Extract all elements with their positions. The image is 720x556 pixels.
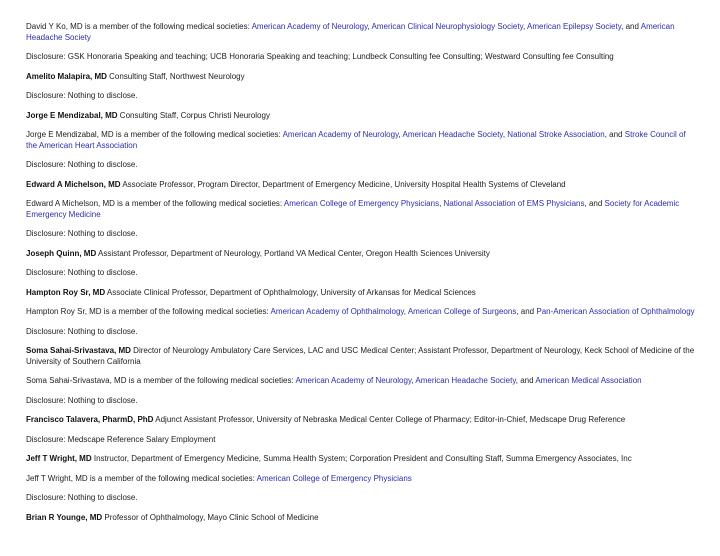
- disclosure-text: Disclosure: Nothing to disclose.: [26, 229, 138, 238]
- author-entry: [26, 72, 698, 83]
- author-entry: [26, 346, 698, 367]
- disclosure-text: Disclosure: Nothing to disclose.: [26, 91, 138, 100]
- author-name: Amelito Malapira, MD: [26, 71, 107, 81]
- society-link[interactable]: American College of Emergency Physicians: [256, 473, 412, 483]
- author-role: Associate Clinical Professor, Department of Ophthalmology, University of Arkansas for Medical Sciences: [105, 287, 476, 297]
- disclosure-text: Disclosure: Nothing to disclose.: [26, 395, 138, 405]
- author-name: Jorge E Mendizabal, MD: [26, 110, 118, 120]
- disclosure-text: Disclosure: Nothing to disclose.: [26, 268, 138, 277]
- society-link[interactable]: American Headache Society: [26, 22, 675, 42]
- society-link[interactable]: American Medical Association: [535, 376, 642, 385]
- societies-intro: Hampton Roy Sr, MD is a member of the following medical societies:: [26, 307, 271, 316]
- author-entry: [26, 249, 698, 260]
- disclosure-text: Disclosure: Nothing to disclose.: [26, 326, 138, 336]
- conjunction: and: [609, 130, 623, 139]
- author-role: Professor of Ophthalmology, Mayo Clinic School of Medicine: [102, 512, 319, 522]
- author-name: Jeff T Wright, MD: [26, 454, 92, 463]
- author-role: Consulting Staff, Northwest Neurology: [106, 71, 245, 81]
- societies-entry: Hampton Roy Sr, MD is a member of the following medical societies: American Academy of Ophthalmology, American College of Surgeons, and Pan-American Association of Ophthalmology: [26, 307, 695, 316]
- society-link[interactable]: American Headache Society: [402, 130, 503, 139]
- societies-intro: Jeff T Wright, MD is a member of the following medical societies:: [26, 473, 257, 483]
- author-name: Joseph Quinn, MD: [26, 248, 97, 258]
- author-role: Consulting Staff, Corpus Christi Neurology: [117, 110, 270, 120]
- society-link[interactable]: American Academy of Ophthalmology: [270, 307, 404, 316]
- disclosure-text: Disclosure: Nothing to disclose.: [26, 160, 138, 169]
- society-link[interactable]: Stroke Council of the American Heart Association: [26, 130, 686, 150]
- author-entry: [26, 288, 698, 299]
- author-name: Brian R Younge, MD: [26, 512, 103, 522]
- author-role: Assistant Professor, Department of Neurology, Portland VA Medical Center, Oregon Health Sciences University: [96, 248, 490, 258]
- societies-intro: David Y Ko, MD is a member of the following medical societies:: [26, 22, 252, 31]
- societies-entry: [26, 474, 698, 485]
- conjunction: and: [625, 22, 639, 31]
- disclosure-text: Disclosure: GSK Honoraria Speaking and teaching; UCB Honoraria Speaking and teaching; Lundbeck Consulting fee Consulting; Westward Consulting fee Consulting: [26, 52, 614, 61]
- societies-entry: Edward A Michelson, MD is a member of the following medical societies: American College of Emergency Physicians, National Association of EMS Physicians, and Society for Academic Emergency Medicine: [26, 199, 680, 219]
- society-link[interactable]: American Academy of Neurology: [251, 22, 368, 31]
- disclosure-text: Disclosure: Medscape Reference Salary Employment: [26, 434, 216, 444]
- author-name: Francisco Talavera, PharmD, PhD: [26, 415, 154, 424]
- societies-entry: David Y Ko, MD is a member of the following medical societies: American Academy of Neurology, American Clinical Neurophysiology Society, American Epilepsy Society, and American Headache Society: [26, 22, 675, 42]
- author-name: Soma Sahai-Srivastava, MD: [26, 346, 131, 355]
- societies-intro: Jorge E Mendizabal, MD is a member of the following medical societies:: [26, 130, 283, 139]
- society-link[interactable]: American College of Emergency Physicians: [283, 199, 440, 208]
- societies-intro: Edward A Michelson, MD is a member of the following medical societies:: [26, 199, 284, 208]
- society-link[interactable]: American Headache Society: [415, 376, 516, 385]
- author-role: Associate Professor, Program Director, Department of Emergency Medicine, University Hospital Health Systems of Cleveland: [120, 179, 566, 189]
- disclosure-text: Disclosure: Nothing to disclose.: [26, 493, 138, 502]
- society-link[interactable]: American Academy of Neurology: [282, 130, 399, 139]
- societies-intro: Soma Sahai-Srivastava, MD is a member of the following medical societies:: [26, 376, 296, 385]
- society-link[interactable]: Pan-American Association of Ophthalmology: [536, 307, 695, 316]
- society-link[interactable]: Society for Academic Emergency Medicine: [26, 199, 680, 219]
- author-entry: [26, 180, 698, 191]
- author-name: Edward A Michelson, MD: [26, 179, 121, 189]
- society-link[interactable]: American Academy of Neurology: [295, 376, 412, 385]
- author-entry: [26, 415, 698, 426]
- author-name: Hampton Roy Sr, MD: [26, 287, 106, 297]
- society-link[interactable]: American Clinical Neurophysiology Society: [371, 22, 523, 31]
- society-link[interactable]: American College of Surgeons: [407, 307, 517, 316]
- author-role: Adjunct Assistant Professor, University of Nebraska Medical Center College of Pharmacy; Editor-in-Chief, Medscape Drug Reference: [153, 415, 626, 424]
- conjunction: and: [520, 376, 534, 385]
- author-entry: [26, 513, 698, 524]
- author-role: Director of Neurology Ambulatory Care Services, LAC and USC Medical Center; Assistant Professor, Department of Neurology, Keck School of Medicine of the University of Southern California: [26, 346, 695, 366]
- society-link[interactable]: American Epilepsy Society: [527, 22, 622, 31]
- societies-entry: Soma Sahai-Srivastava, MD is a member of the following medical societies: American Academy of Neurology, American Headache Society, and American Medical Association: [26, 376, 642, 385]
- society-link[interactable]: National Association of EMS Physicians: [443, 199, 585, 208]
- society-link[interactable]: National Stroke Association: [507, 130, 605, 139]
- author-role: Instructor, Department of Emergency Medicine, Summa Health System; Corporation President and Consulting Staff, Summa Emergency Associates, Inc: [91, 454, 632, 463]
- societies-entry: Jorge E Mendizabal, MD is a member of the following medical societies: American Academy of Neurology, American Headache Society, National Stroke Association, and Stroke Council of the American Heart Association: [26, 130, 686, 150]
- conjunction: and: [520, 307, 535, 316]
- author-entry: [26, 454, 698, 465]
- author-entry: [26, 111, 698, 122]
- conjunction: and: [588, 199, 603, 208]
